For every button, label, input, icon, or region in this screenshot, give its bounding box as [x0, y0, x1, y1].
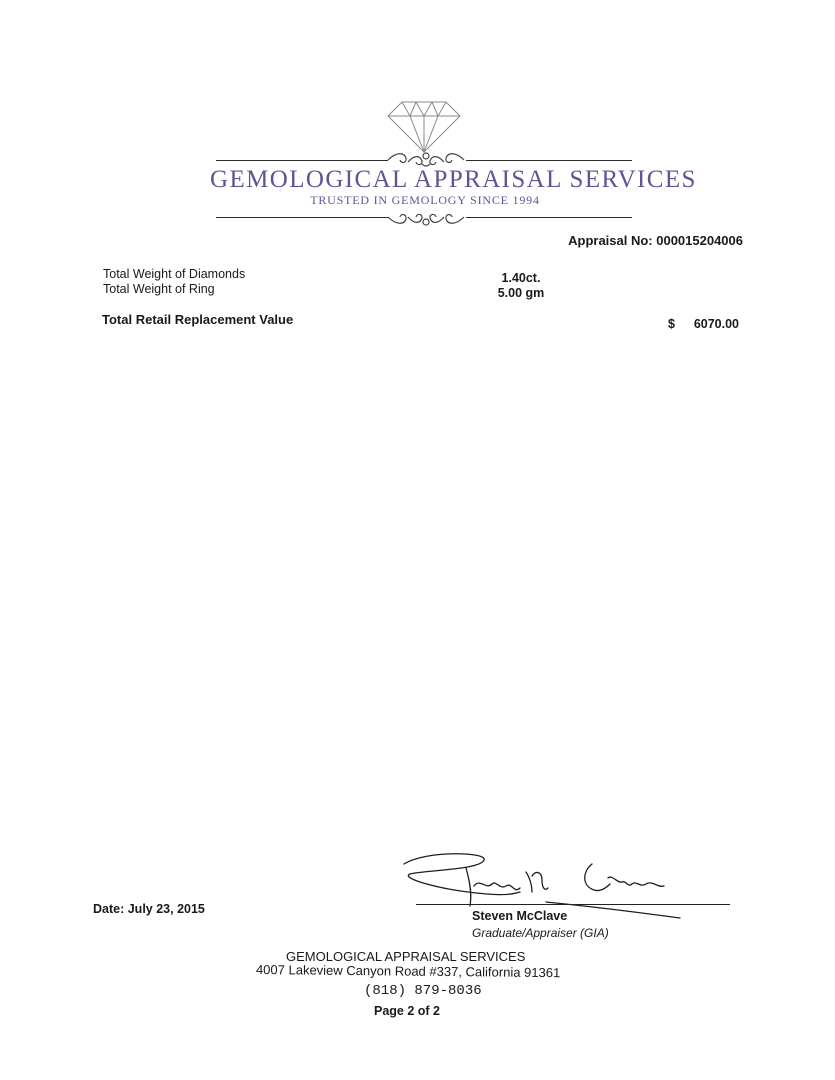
- letterhead-bottom-rule-left: [216, 217, 388, 218]
- ring-weight-label: Total Weight of Ring: [103, 282, 215, 296]
- letterhead-top-rule-left: [216, 160, 388, 161]
- letterhead-bottom-rule-right: [466, 217, 632, 218]
- total-value-label: Total Retail Replacement Value: [102, 312, 294, 327]
- appraiser-name: Steven McClave: [472, 909, 568, 923]
- appraisal-date: Date: July 23, 2015: [93, 902, 205, 916]
- appraisal-number: Appraisal No: 000015204006: [568, 233, 743, 248]
- diamond-weight-value: 1.40ct.: [501, 271, 541, 285]
- signature-line: [416, 904, 730, 905]
- currency-symbol: $: [668, 317, 675, 331]
- page-number: Page 2 of 2: [374, 1004, 440, 1018]
- diamond-weight-label: Total Weight of Diamonds: [103, 267, 246, 281]
- letterhead-top-rule-right: [466, 160, 632, 161]
- footer-phone: (818) 879-8036: [364, 983, 482, 999]
- footer-address: 4007 Lakeview Canyon Road #337, California 91361: [255, 962, 561, 981]
- ring-weight-value: 5.00 gm: [497, 286, 545, 300]
- company-tagline: TRUSTED IN GEMOLOGY SINCE 1994: [310, 193, 540, 207]
- appraiser-title: Graduate/Appraiser (GIA): [472, 926, 609, 940]
- footer-company: GEMOLOGICAL APPRAISAL SERVICES: [286, 949, 526, 964]
- scroll-ornament-icon: [386, 208, 466, 230]
- diamond-icon: [384, 96, 464, 156]
- total-value-amount: 6070.00: [693, 317, 739, 331]
- company-name: GEMOLOGICAL APPRAISAL SERVICES: [210, 166, 697, 193]
